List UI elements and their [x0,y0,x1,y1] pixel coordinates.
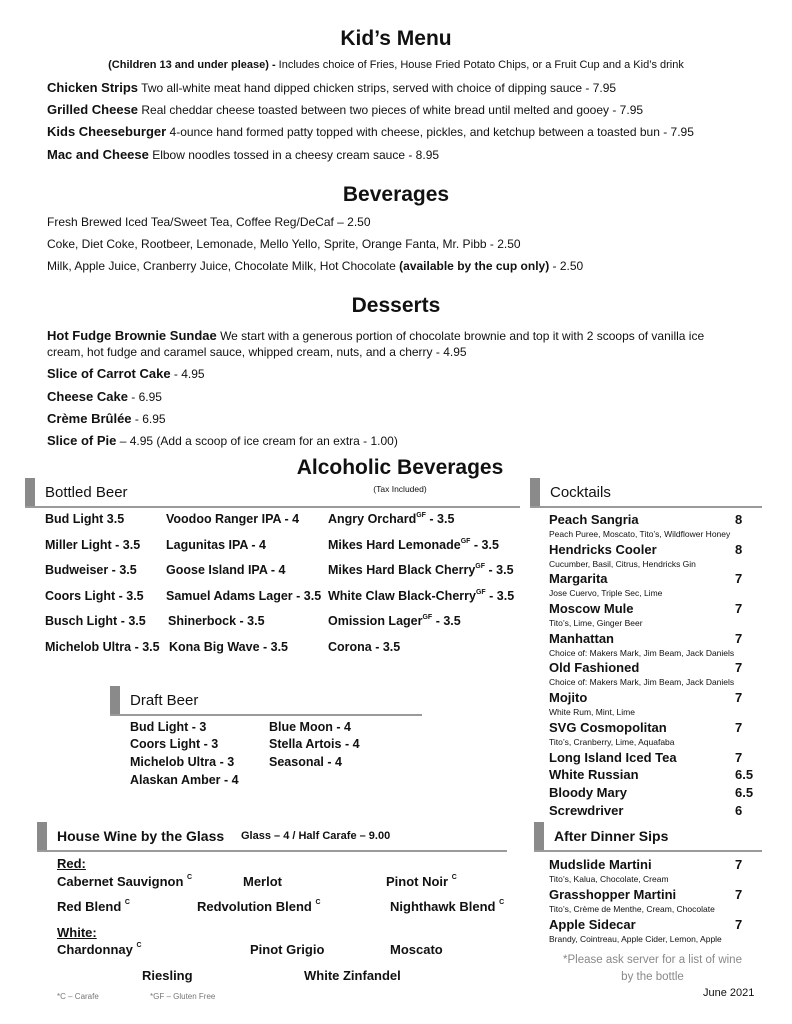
dessert-creme-brulee: Crème Brûlée - 6.95 [47,411,166,426]
kids-item-chicken-strips: Chicken Strips Two all-white meat hand dipped chicken strips, served with choice of dipping sauce - 7.95 [47,80,617,95]
after-item-desc: Tito’s, Crème de Menthe, Cream, Chocolate [549,904,715,914]
section-rule [110,714,422,716]
cocktail-desc: White Rum, Mint, Lime [549,707,635,717]
cocktail-price: 8 [735,542,743,557]
cocktail-desc: Jose Cuervo, Triple Sec, Lime [549,588,663,598]
beer-voodoo-ranger: Voodoo Ranger IPA - 4 [166,512,300,526]
beer-mikes-lemonade: Mikes Hard Lemonade$^{GF}$ - 3.5 [328,538,499,552]
after-dinner-title: After Dinner Sips [554,828,669,844]
section-rule [25,506,520,508]
cocktail-desc: Tito’s, Cranberry, Lime, Aquafaba [549,737,675,747]
after-item-name: Mudslide Martini [549,857,652,872]
section-rule [534,850,762,852]
beer-mikes-black-cherry: Mikes Hard Black Cherry$^{GF}$ - 3.5 [328,563,514,577]
cocktails-header [530,478,762,508]
wine-red-blend: Red Blend $^C$ [57,899,130,914]
beer-miller-light: Miller Light - 3.5 [45,538,141,552]
kids-menu-title: Kid’s Menu [340,27,452,50]
after-item-name: Grasshopper Martini [549,887,677,902]
section-rule [37,850,507,852]
wine-red-label: Red: [57,856,86,871]
wine-nighthawk: Nighthawk Blend $^C$ [390,899,505,914]
cocktail-name: Moscow Mule [549,601,634,616]
wine-cabernet: Cabernet Sauvignon $^C$ [57,874,193,889]
wine-pinot-noir: Pinot Noir $^C$ [386,874,457,889]
cocktail-name: Screwdriver [549,803,624,818]
wine-bottle-note: *Please ask server for a list of wine by the bottle [563,954,742,983]
beer-samuel-adams: Samuel Adams Lager - 3.5 [166,589,322,603]
house-wine-pricing: Glass – 4 / Half Carafe – 9.00 [241,830,391,842]
cocktail-price: 7 [735,720,743,735]
cocktail-price: 7 [735,690,743,705]
after-item-desc: Tito’s, Kalua, Chocolate, Cream [549,874,669,884]
section-tab [110,686,120,716]
wine-white-zinfandel: White Zinfandel [304,968,401,983]
beer-lagunitas: Lagunitas IPA - 4 [166,538,267,552]
draft-bud-light: Bud Light - 3 [130,720,207,734]
wine-merlot: Merlot [243,874,282,889]
kids-item-mac-cheese: Mac and Cheese Elbow noodles tossed in a cheesy cream sauce - 8.95 [47,147,440,162]
cocktail-name: Peach Sangria [549,512,639,527]
beer-shinerbock: Shinerbock - 3.5 [168,614,265,628]
beer-michelob-ultra: Michelob Ultra - 3.5 [45,640,160,654]
cocktail-desc: Choice of: Makers Mark, Jim Beam, Jack Daniels [549,648,735,658]
cocktail-desc: Choice of: Makers Mark, Jim Beam, Jack Daniels [549,677,735,687]
section-tab [25,478,35,508]
draft-stella-artois: Stella Artois - 4 [269,737,360,751]
wine-chardonnay: Chardonnay $^C$ [57,942,142,957]
beer-coors-light: Coors Light - 3.5 [45,589,144,603]
after-item-desc: Brandy, Cointreau, Apple Cider, Lemon, Apple [549,934,722,944]
cocktail-name: Long Island Iced Tea [549,750,677,765]
desserts-title: Desserts [351,294,441,317]
bottled-beer-title: Bottled Beer [45,484,128,501]
alcohol-subtitle: (Tax Included) [373,484,427,494]
cocktail-name: Mojito [549,690,588,705]
cocktail-name: Old Fashioned [549,660,640,675]
cocktails-title: Cocktails [550,484,611,501]
wine-white-label: White: [57,925,97,940]
dessert-sundae-desc: cream, hot fudge and caramel sauce, whipped cream, nuts, and a cherry - 4.95 [47,345,467,359]
after-item-name: Apple Sidecar [549,917,636,932]
section-tab [37,822,47,852]
cocktail-price: 7 [735,601,743,616]
cocktail-name: Manhattan [549,631,614,646]
after-item-price: 7 [735,917,743,932]
footnote-carafe: *C – Carafe [57,992,99,1001]
beverage-line-tea-coffee: Fresh Brewed Iced Tea/Sweet Tea, Coffee Reg/DeCaf – 2.50 [47,215,371,229]
section-tab [534,822,544,852]
beverage-line-milk-juice: Milk, Apple Juice, Cranberry Juice, Chocolate Milk, Hot Chocolate (available by the cup only) - 2.50 [47,259,584,273]
beer-budweiser: Budweiser - 3.5 [45,563,137,577]
dessert-cheese-cake: Cheese Cake - 6.95 [47,389,162,404]
draft-blue-moon: Blue Moon - 4 [269,720,351,734]
section-rule [530,506,762,508]
bottled-beer-header [25,478,520,508]
cocktail-desc: Cucumber, Basil, Citrus, Hendricks Gin [549,559,696,569]
footnote-gluten-free: *GF – Gluten Free [150,992,216,1001]
beer-kona: Kona Big Wave - 3.5 [169,640,289,654]
cocktail-name: Margarita [549,571,608,586]
house-wine-header [37,822,507,852]
beer-busch-light: Busch Light - 3.5 [45,614,146,628]
house-wine-title: House Wine by the Glass [57,828,225,844]
dessert-sundae: Hot Fudge Brownie Sundae We start with a generous portion of chocolate brownie and top it with 2 scoops of vanilla ice [47,328,705,343]
after-item-price: 7 [735,887,743,902]
cocktail-name: SVG Cosmopolitan [549,720,667,735]
draft-coors-light: Coors Light - 3 [130,737,219,751]
cocktail-name: White Russian [549,767,639,782]
kids-note: (Children 13 and under please) - Includes choice of Fries, House Fried Potato Chips, or a Fruit Cup and a Kid’s drink [108,59,684,71]
cocktail-desc: Peach Puree, Moscato, Tito’s, Wildflower Honey [549,529,731,539]
beer-angry-orchard: Angry Orchard$^{GF}$ - 3.5 [328,512,455,526]
alcohol-title: Alcoholic Beverages [296,456,504,479]
kids-item-grilled-cheese: Grilled Cheese Real cheddar cheese toasted between two pieces of white bread until melted and gooey - 7.95 [47,102,644,117]
beer-omission: Omission Lager$^{GF}$ - 3.5 [328,614,461,628]
cocktail-price: 6.5 [735,785,754,800]
beer-corona: Corona - 3.5 [328,640,401,654]
wine-redvolution: Redvolution Blend $^C$ [197,899,321,914]
cocktail-price: 7 [735,631,743,646]
cocktail-desc: Tito’s, Lime, Ginger Beer [549,618,643,628]
cocktail-price: 7 [735,571,743,586]
wine-riesling: Riesling [142,968,193,983]
after-dinner-header [534,822,762,852]
after-item-price: 7 [735,857,743,872]
beer-white-claw: White Claw Black-Cherry$^{GF}$ - 3.5 [328,589,515,603]
kids-item-cheeseburger: Kids Cheeseburger 4-ounce hand formed patty topped with cheese, pickles, and ketchup between a toasted bun - 7.95 [47,124,694,139]
menu-date: June 2021 [703,987,755,999]
draft-beer-header [110,686,422,716]
cocktail-name: Hendricks Cooler [549,542,657,557]
draft-seasonal: Seasonal - 4 [269,755,342,769]
beverage-line-sodas: Coke, Diet Coke, Rootbeer, Lemonade, Mello Yello, Sprite, Orange Fanta, Mr. Pibb - 2.50 [47,237,521,251]
cocktail-price: 6 [735,803,743,818]
wine-pinot-grigio: Pinot Grigio [250,942,325,957]
draft-beer-title: Draft Beer [130,692,199,709]
beverages-title: Beverages [342,183,450,206]
beer-goose-island: Goose Island IPA - 4 [166,563,286,577]
wine-moscato: Moscato [390,942,443,957]
cocktail-price: 7 [735,660,743,675]
cocktail-price: 7 [735,750,743,765]
dessert-carrot-cake: Slice of Carrot Cake - 4.95 [47,366,205,381]
dessert-pie: Slice of Pie – 4.95 (Add a scoop of ice cream for an extra - 1.00) [47,433,398,448]
draft-alaskan-amber: Alaskan Amber - 4 [130,773,239,787]
cocktail-price: 8 [735,512,743,527]
section-tab [530,478,540,508]
beer-bud-light: Bud Light 3.5 [45,512,125,526]
draft-michelob-ultra: Michelob Ultra - 3 [130,755,235,769]
cocktail-price: 6.5 [735,767,754,782]
cocktail-name: Bloody Mary [549,785,628,800]
